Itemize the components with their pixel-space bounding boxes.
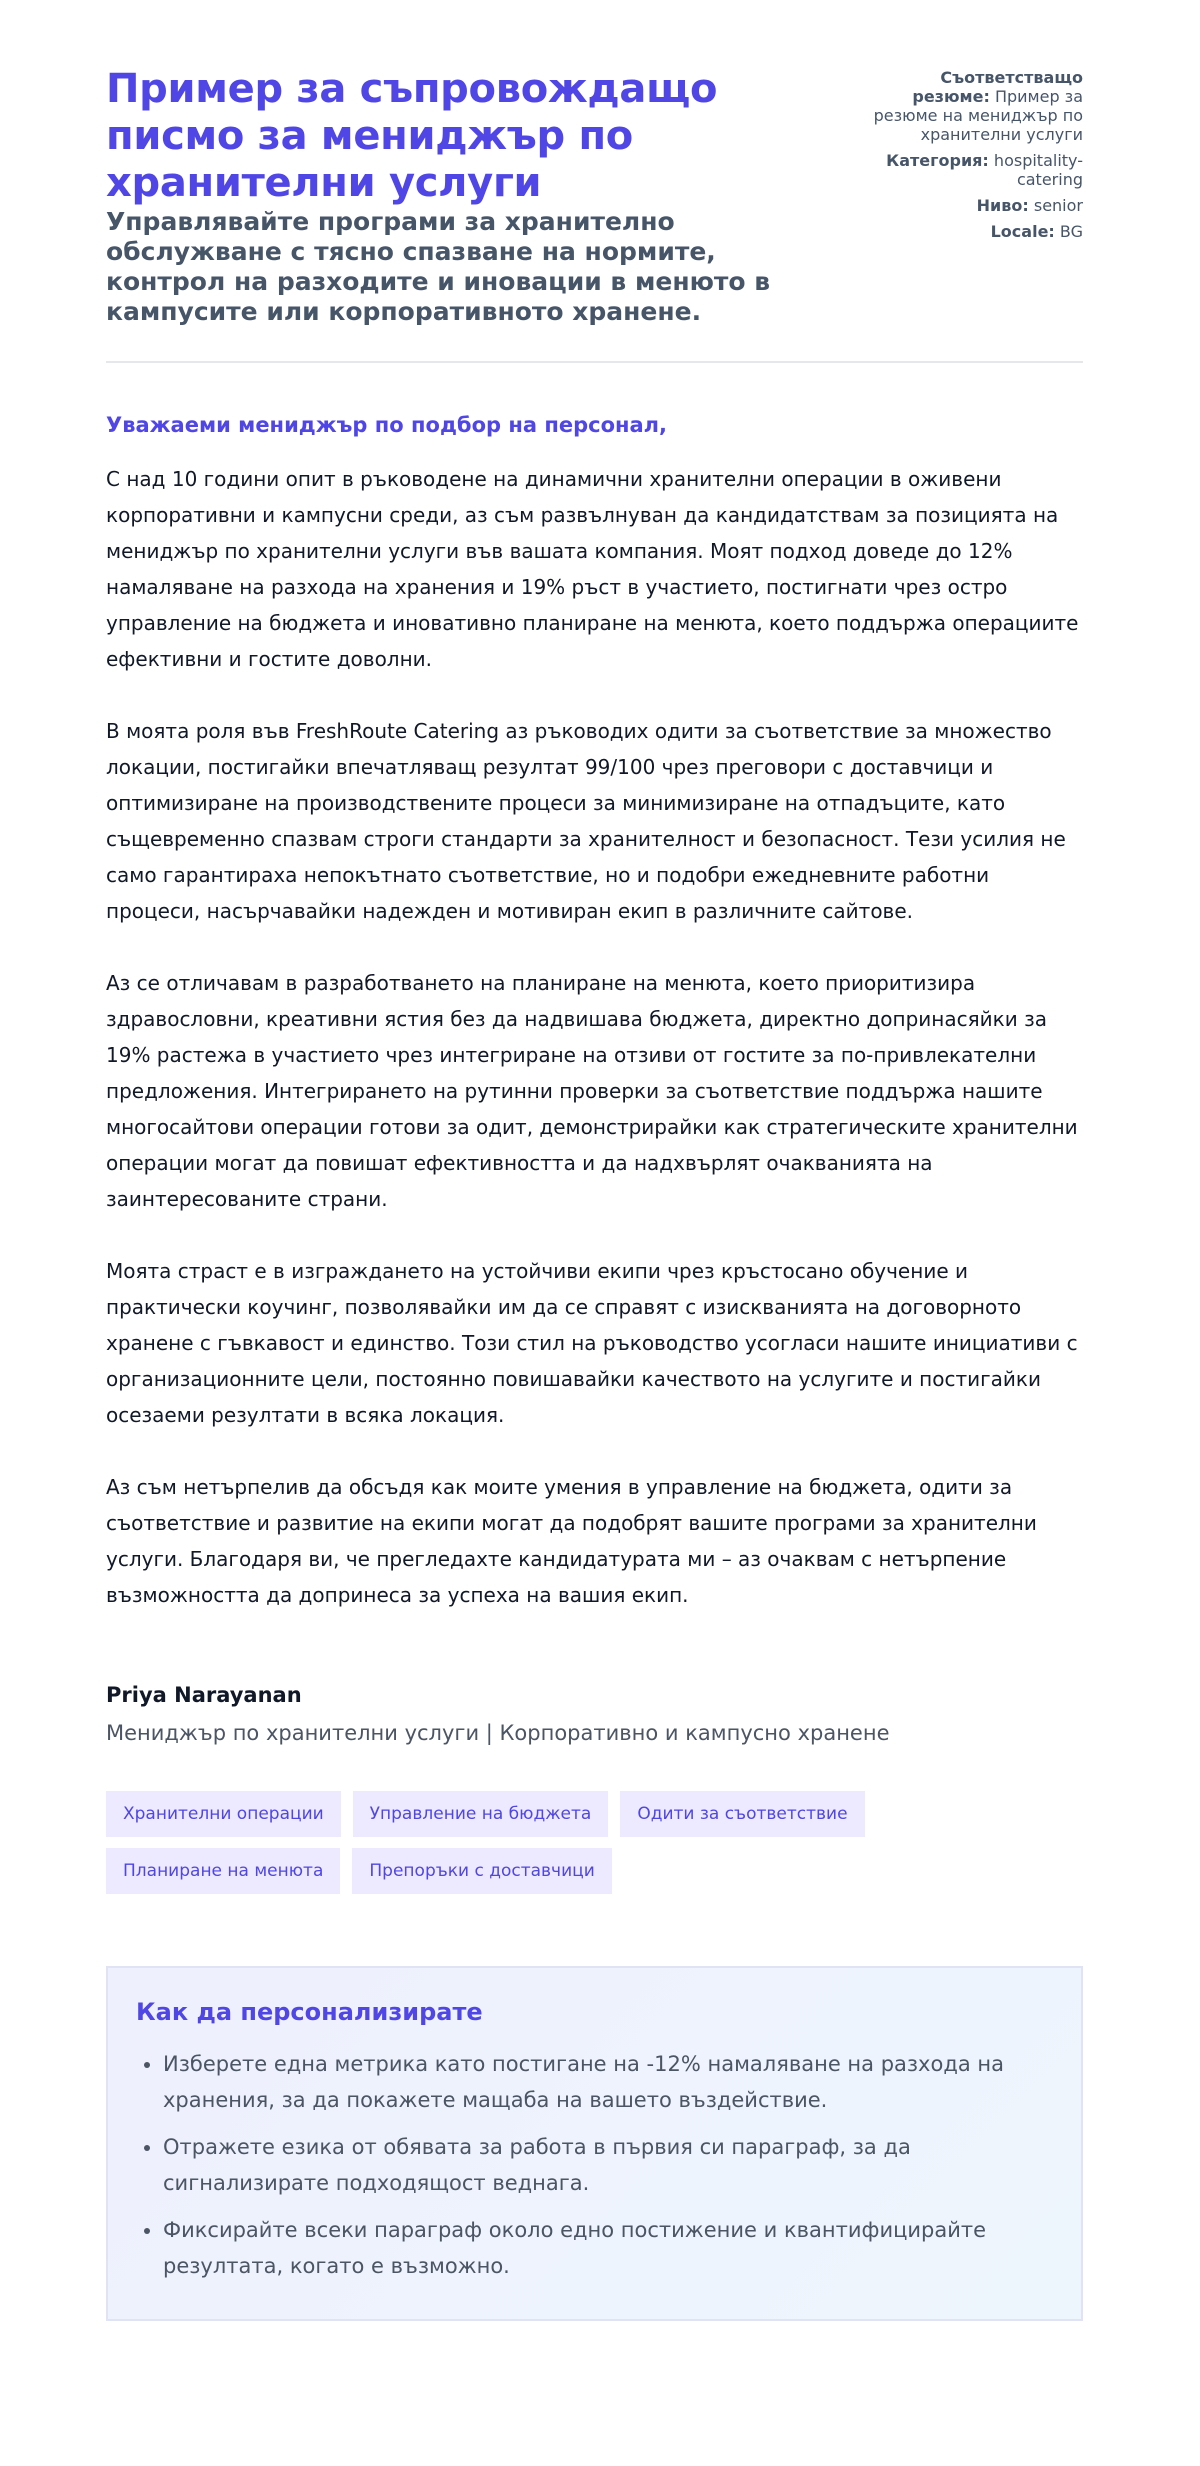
meta-label: Ниво: <box>976 196 1029 215</box>
meta-value: BG <box>1059 222 1083 241</box>
meta-label: Locale: <box>990 222 1055 241</box>
tip-item: • Фиксирайте всеки параграф около едно постижение и квантифицирайте резултата, когато е възможно. <box>163 2212 1053 2284</box>
tips-list <box>136 2046 1053 2284</box>
meta-value: hospitality-catering <box>993 151 1083 189</box>
meta-value: senior <box>1033 196 1083 215</box>
meta-value: Пример за резюме на мениджър по хранителни услуги <box>873 87 1083 144</box>
tag: Одити за съответствие <box>620 1791 864 1837</box>
page-title: Пример за съпровождащо писмо за мениджър по хранителни услуги <box>106 66 718 206</box>
title-block <box>106 66 806 327</box>
paragraph: Аз съм нетърпелив да обсъдя как моите умения в управление на бюджета, одити за съответствие и развитие на екипи могат да подобрят вашите програми за хранителни услуги. Благодаря ви, че прегледахте кандидатурата ми – аз очаквам с нетърпение възможността да допринеса за успеха на вашия екип. <box>106 1475 1037 1607</box>
meta-label: Категория: <box>886 151 989 170</box>
tip-item: • Изберете една метрика като постигане на -12% намаляване на разхода на хранения, за да покажете мащаба на вашето въздействие. <box>163 2046 1053 2118</box>
page-subtitle: Управлявайте програми за хранително обслужване с тясно спазване на нормите, контрол на разходите и иновации в менюто в кампусите или корпоративното хранене. <box>106 207 771 326</box>
meta-label: Съответстващо резюме: <box>912 68 1083 106</box>
tag: Планиране на менюта <box>106 1848 340 1894</box>
customization-tips <box>106 1966 1083 2321</box>
divider <box>106 361 1083 363</box>
meta-category <box>868 151 1083 189</box>
tag-list <box>106 1791 906 1894</box>
tag: Хранителни операции <box>106 1791 341 1837</box>
paragraph: В моята роля във FreshRoute Catering аз ръководих одити за съответствие за множество локации, постигайки впечатляващ резултат 99/100 чрез преговори с доставчици и оптимизиране на производствените процеси за минимизиране на отпадъците, като същевременно спазвам строги стандарти за хранителност и безопасност. Тези усилия не само гарантираха непокътнато съответствие, но и подобри ежедневните работни процеси, насърчавайки надежден и мотивиран екип в различните сайтове. <box>106 719 1066 923</box>
tips-title: Как да персонализирате <box>136 1998 483 2026</box>
meta-level <box>868 196 1083 215</box>
letter-body <box>106 461 1083 1613</box>
paragraph: Моята страст е в изграждането на устойчиви екипи чрез кръстосано обучение и практически коучинг, позволявайки им да се справят с изискванията на договорното хранене с гъвкавост и единство. Този стил на ръководство усогласи нашите инициативи с организационните цели, постоянно повишавайки качеството на услугите и постигайки осезаеми резултати в всяка локация. <box>106 1259 1078 1427</box>
meta-locale <box>868 222 1083 241</box>
paragraph: Аз се отличавам в разработването на планиране на менюта, което приоритизира здравословни, креативни ястия без да надвишава бюджета, директно допринасяйки за 19% растежа в участието чрез интегриране на отзиви от гостите за по-привлекателни предложения. Интегрирането на рутинни проверки за съответствие поддържа нашите многосайтови операции готови за одит, демонстрирайки как стратегическите хранителни операции могат да повишат ефективността и да надхвърлят очакванията на заинтересованите страни. <box>106 971 1078 1211</box>
tag: Препоръки с доставчици <box>352 1848 611 1894</box>
paragraph: С над 10 години опит в ръководене на динамични хранителни операции в оживени корпоративни и кампусни среди, аз съм развълнуван да кандидатствам за позицията на мениджър по хранителни услуги във вашата компания. Моят подход доведе до 12% намаляване на разхода на хранения и 19% ръст в участието, постигнати чрез остро управление на бюджета и иновативно планиране на менюта, което поддържа операциите ефективни и гостите доволни. <box>106 467 1079 671</box>
signature-name: Priya Narayanan <box>106 1683 302 1707</box>
page-header <box>106 66 1083 327</box>
tag: Управление на бюджета <box>353 1791 609 1837</box>
meta-panel <box>868 66 1083 248</box>
tip-item: • Отражете езика от обявата за работа в първия си параграф, за да сигнализирате подходящост веднага. <box>163 2129 1053 2201</box>
meta-matching-resume <box>868 68 1083 144</box>
salutation: Уважаеми мениджър по подбор на персонал, <box>106 413 668 437</box>
signature-title: Мениджър по хранителни услуги | Корпоративно и кампусно хранене <box>106 1721 890 1745</box>
cover-letter-page <box>106 0 1083 2321</box>
